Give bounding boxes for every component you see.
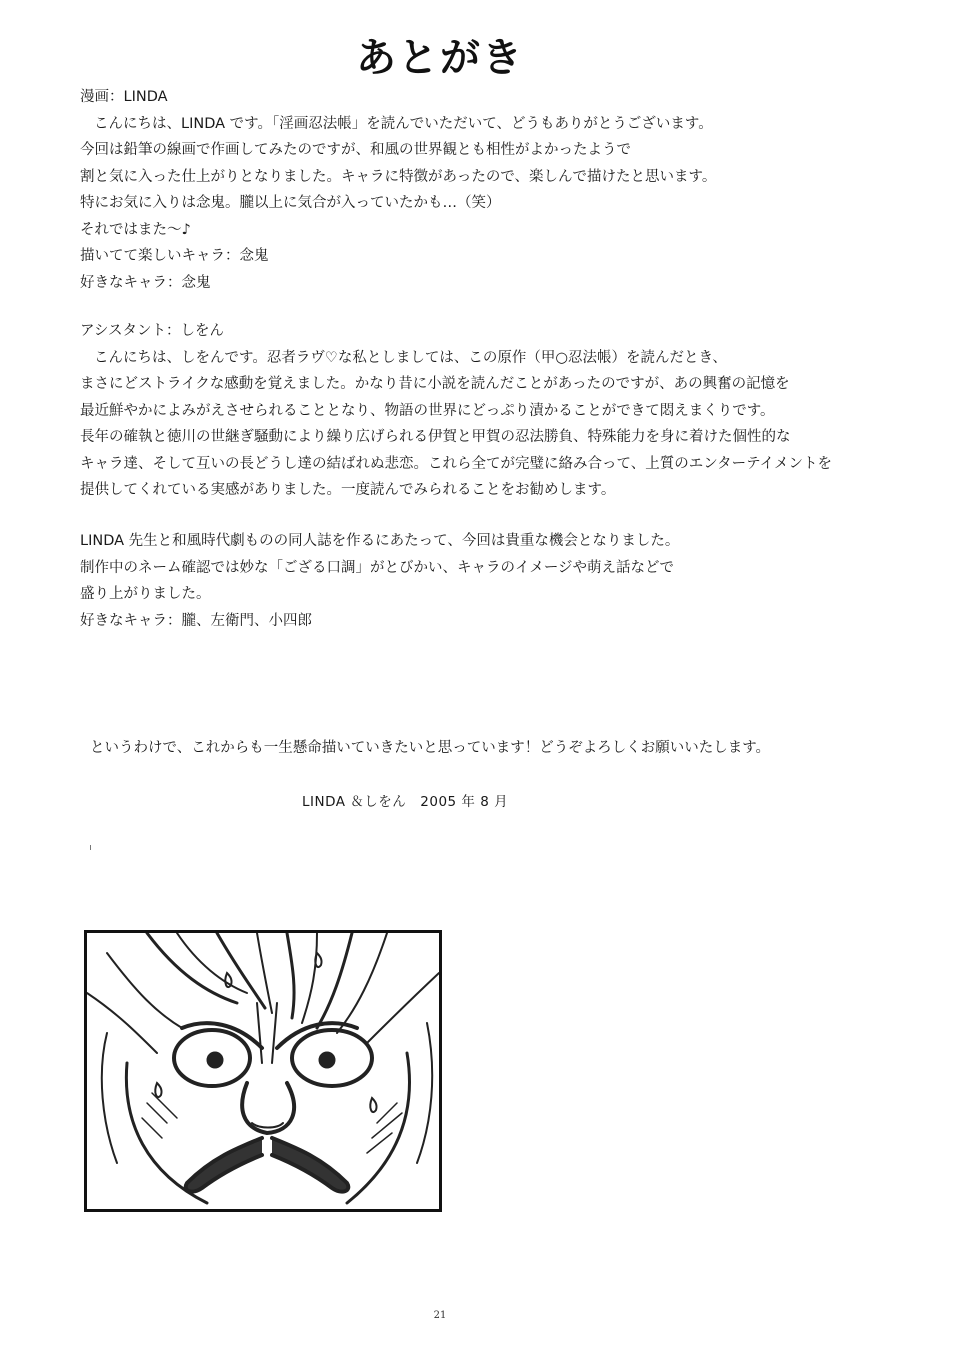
final-message: というわけで、これからも一生懸命描いていきたいと思っています！どうぞよろしくお願いいたします。: [90, 740, 771, 756]
linda-line: 今回は鉛筆の線画で作画してみたのですが、和風の世界観とも相性がよかったようで: [80, 142, 631, 158]
sion-line: キャラ達、そして互いの長どうし達の結ばれぬ悲恋。これら全てが完璧に絡み合って、上質のエンターテイメントを: [80, 455, 832, 472]
linda-line: それではまた～♪: [80, 221, 191, 238]
linda-heading: 漫画：LINDA: [80, 89, 168, 105]
linda-section: [80, 84, 716, 296]
closing-section: [80, 528, 679, 634]
stray-mark: [90, 845, 91, 850]
sion-section: [80, 318, 832, 504]
sion-favorite-character: 好きなキャラ：朧、左衛門、小四郎: [80, 612, 312, 629]
sion-heading: アシスタント：しをん: [80, 323, 224, 339]
sion-line: こんにちは、しをんです。忍者ラヴ♡な私としましては、この原作（甲○忍法帳）を読んだとき、: [94, 349, 727, 366]
signature: LINDA ＆しをん 2005 年 8 月: [302, 794, 509, 810]
sion-line: 長年の確執と徳川の世継ぎ騒動により繰り広げられる伊賀と甲賀の忍法勝負、特殊能力を身に着けた個性的な: [80, 429, 791, 445]
linda-fun-character: 描いてて楽しいキャラ：念鬼: [80, 248, 269, 264]
character-illustration: [84, 930, 442, 1212]
closing-line: LINDA 先生と和風時代劇ものの同人誌を作るにあたって、今回は貴重な機会となりました。: [80, 533, 680, 549]
closing-line: 盛り上がりました。: [80, 586, 211, 602]
sion-line: 提供してくれている実感がありました。一度読んでみられることをお勧めします。: [80, 482, 616, 498]
page-number: 21: [433, 1310, 447, 1321]
linda-line: こんにちは、LINDA です。「淫画忍法帳」を読んでいただいて、どうもありがとうございます。: [94, 115, 713, 132]
linda-line: 割と気に入った仕上がりとなりました。キャラに特徴があったので、楽しんで描けたと思います。: [80, 168, 717, 185]
angry-face-sketch-icon: [87, 933, 439, 1209]
sion-line: 最近鮮やかによみがえさせられることとなり、物語の世界にどっぷり漬かることができて悶えまくりです。: [80, 402, 775, 419]
sion-line: まさにどストライクな感動を覚えました。かなり昔に小説を読んだことがあったのですが、あの興奮の記憶を: [80, 376, 790, 392]
linda-line: 特にお気に入りは念鬼。朧以上に気合が入っていたかも…（笑）: [80, 195, 501, 211]
closing-line: 制作中のネーム確認では妙な「ござる口調」がとびかい、キャラのイメージや萌え話などで: [80, 559, 675, 576]
page-title: あとがき: [356, 35, 524, 81]
linda-favorite-character: 好きなキャラ：念鬼: [80, 274, 211, 291]
